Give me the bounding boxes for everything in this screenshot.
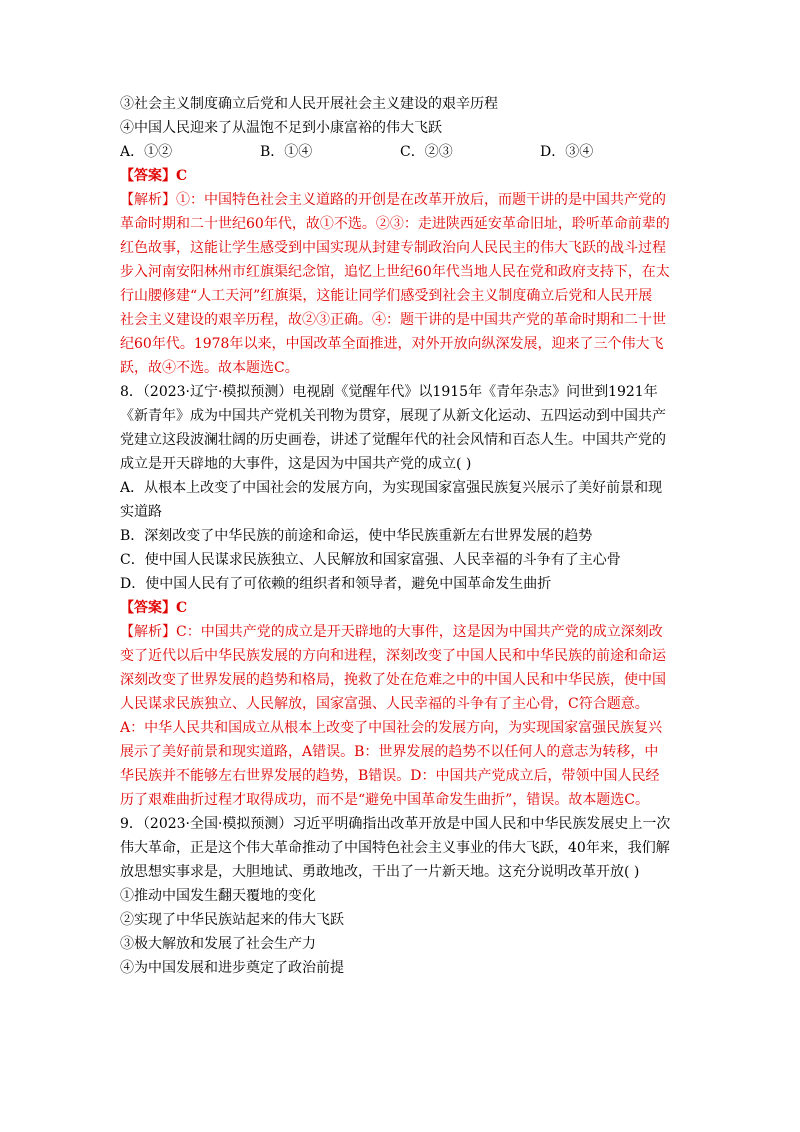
q7-option-b: B．①④	[260, 144, 313, 160]
q7-option-c: C．②③	[400, 144, 453, 160]
analysis-line: 展示了美好前景和现实道路，A错误。B：世界发展的趋势不以任何人的意志为转移，中	[120, 744, 659, 760]
q7-analysis	[120, 188, 682, 380]
q8-options	[120, 476, 682, 596]
stem-line: 成立是开天辟地的大事件，这是因为中国共产党的成立( )	[120, 456, 472, 472]
analysis-line: 人民谋求民族独立、人民解放，国家富强、人民幸福的斗争有了主心骨，C符合题意。	[120, 696, 649, 712]
document-page	[120, 92, 682, 980]
q7-item-4: ④中国人民迎来了从温饱不足到小康富裕的伟大飞跃	[120, 120, 442, 136]
stem-line: 党建立这段波澜壮阔的历史画卷，讲述了觉醒年代的社会风情和百态人生。中国共产党的	[120, 432, 666, 448]
analysis-line: A：中华人民共和国成立从根本上改变了中国社会的发展方向，为实现国家富强民族复兴	[120, 720, 663, 736]
q9-item-4: ④为中国发展和进步奠定了政治前提	[120, 960, 344, 976]
q7-answer: 【答案】C	[120, 168, 188, 184]
q8-option-d: D．使中国人民有了可依赖的组织者和领导者，避免中国革命发生曲折	[120, 576, 552, 592]
q8-stem	[120, 380, 682, 476]
analysis-line: 【解析】C：中国共产党的成立是开天辟地的大事件，这是因为中国共产党的成立深刻改	[120, 624, 663, 640]
analysis-line: 革命时期和二十世纪60年代，故①不选。②③：走进陕西延安革命旧址，聆听革命前辈的	[120, 216, 670, 232]
q9-item-1: ①推动中国发生翻天覆地的变化	[120, 888, 316, 904]
analysis-line: 社会主义建设的艰辛历程，故②③正确。④：题干讲的是中国共产党的革命时期和二十世	[120, 312, 666, 328]
stem-line: 《新青年》成为中国共产党机关刊物为贯穿，展现了从新文化运动、五四运动到中国共产	[120, 408, 666, 424]
q8-option-c: C．使中国人民谋求民族独立、人民解放和国家富强、人民幸福的斗争有了主心骨	[120, 552, 621, 568]
analysis-line: 纪60年代。1978年以来，中国改革全面推进，对外开放向纵深发展，迎来了三个伟大飞	[120, 336, 664, 352]
stem-line: 伟大革命，正是这个伟大革命推动了中国特色社会主义事业的伟大飞跃，40年来，我们解	[120, 840, 670, 856]
q7-option-d: D．③④	[540, 144, 594, 160]
q7-item-3: ③社会主义制度确立后党和人民开展社会主义建设的艰辛历程	[120, 96, 498, 112]
q8-answer: 【答案】C	[120, 600, 188, 616]
q9-item-2: ②实现了中华民族站起来的伟大飞跃	[120, 912, 344, 928]
q7-option-a: A．①②	[120, 144, 173, 160]
analysis-line: 华民族并不能够左右世界发展的趋势，B错误。D：中国共产党成立后，带领中国人民经	[120, 768, 660, 784]
analysis-line: 红色故事，这能让学生感受到中国实现从封建专制政治向人民民主的伟大飞跃的战斗过程	[120, 240, 666, 256]
q9-items	[120, 884, 682, 980]
analysis-line: 行山腰修建“人工天河”红旗渠，这能让同学们感受到社会主义制度确立后党和人民开展	[120, 288, 653, 304]
q9-item-3: ③极大解放和发展了社会生产力	[120, 936, 316, 952]
analysis-line: 深刻改变了世界发展的趋势和格局，挽救了处在危难之中的中国人民和中华民族，使中国	[120, 672, 666, 688]
q8-option-b: B．深刻改变了中华民族的前途和命运，使中华民族重新左右世界发展的趋势	[120, 528, 593, 544]
q8-analysis	[120, 620, 682, 812]
analysis-line: 【解析】①：中国特色社会主义道路的开创是在改革开放后，而题干讲的是中国共产党的	[120, 192, 666, 208]
stem-line: 8．（2023·辽宁·模拟预测）电视剧《觉醒年代》以1915年《青年杂志》问世到1921年	[120, 384, 658, 400]
q7-options	[120, 140, 682, 164]
analysis-line: 步入河南安阳林州市红旗渠纪念馆，追忆上世纪60年代当地人民在党和政府支持下，在太	[120, 264, 670, 280]
q8-option-a: A．从根本上改变了中国社会的发展方向，为实现国家富强民族复兴展示了美好前景和现	[120, 480, 663, 496]
q9-stem	[120, 812, 682, 884]
stem-line: 放思想实事求是，大胆地试、勇敢地改，干出了一片新天地。这充分说明改革开放( )	[120, 864, 640, 880]
stem-line: 9．（2023·全国·模拟预测）习近平明确指出改革开放是中国人民和中华民族发展史上一次	[120, 816, 671, 832]
analysis-line: 跃，故④不选。故本题选C。	[120, 360, 299, 376]
analysis-line: 历了艰难曲折过程才取得成功，而不是“避免中国革命发生曲折”，错误。故本题选C。	[120, 792, 650, 808]
q8-option-a-cont: 实道路	[120, 504, 162, 520]
analysis-line: 变了近代以后中华民族发展的方向和进程，深刻改变了中国人民和中华民族的前途和命运	[120, 648, 666, 664]
